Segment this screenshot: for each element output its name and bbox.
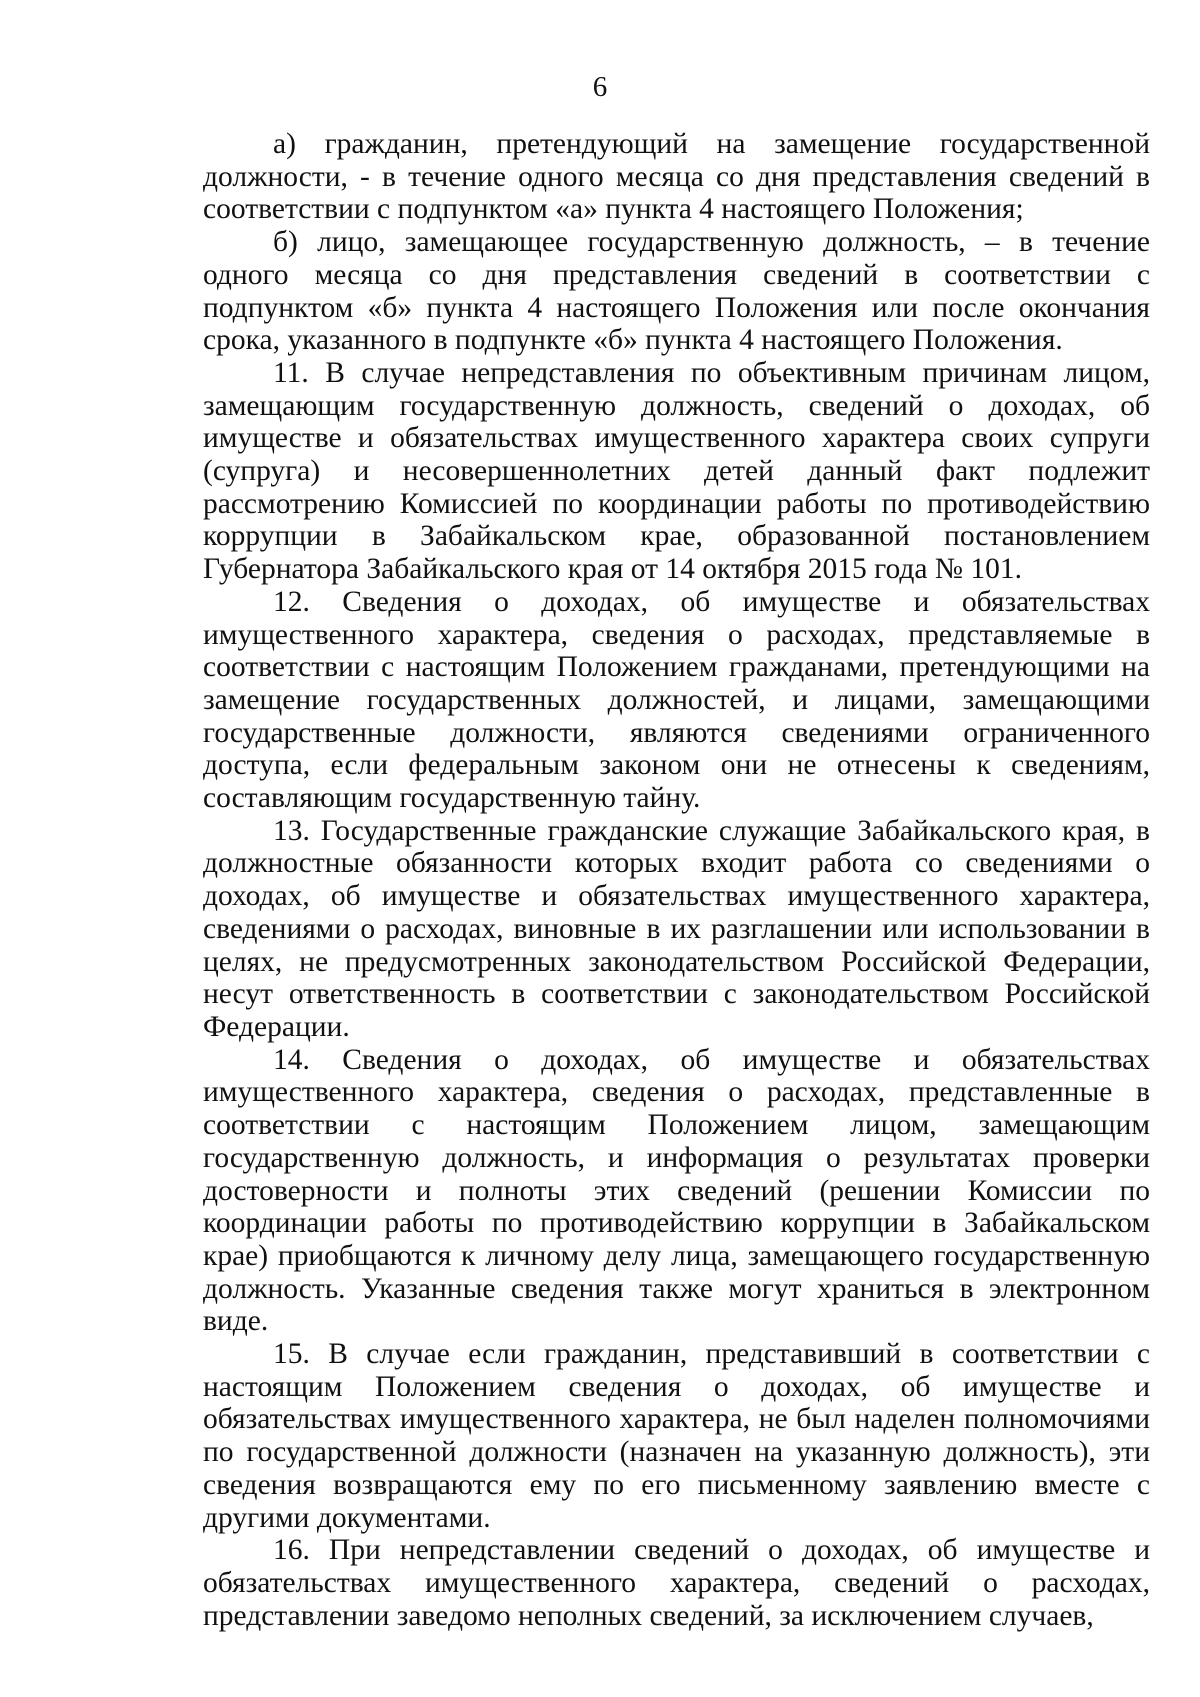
paragraph-15: 15. В случае если гражданин, представивший в соответствии с настоящим Положением сведения о доходах, об имуществе и обязательствах имущественного характера, не был наделен полномочиями по государственной должности (назначен на указанную должность), эти сведения возвращаются ему по его письменному заявлению вместе с другими документами. (203, 1338, 1150, 1534)
paragraph-10b: б) лицо, замещающее государственную должность, – в течение одного месяца со дня представления сведений в соответствии с подпунктом «б» пункта 4 настоящего Положения или после окончания срока, указанного в подпункте «б» пункта 4 настоящего Положения. (203, 226, 1150, 357)
paragraph-10a: а) гражданин, претендующий на замещение государственной должности, - в течение одного месяца со дня представления сведений в соответствии с подпунктом «а» пункта 4 настоящего Положения; (203, 128, 1150, 226)
paragraph-12: 12. Сведения о доходах, об имуществе и обязательствах имущественного характера, сведения о расходах, представляемые в соответствии с настоящим Положением гражданами, претендующими на замещение государственных должностей, и лицами, замещающими государственные должности, являются сведениями ограниченного доступа, если федеральным законом они не отнесены к сведениям, составляющим государственную тайну. (203, 585, 1150, 815)
paragraph-11: 11. В случае непредставления по объективным причинам лицом, замещающим государственную должность, сведений о доходах, об имуществе и обязательствах имущественного характера своих супруги (супруга) и несовершеннолетних детей данный факт подлежит рассмотрению Комиссией по координации работы по противодействию коррупции в Забайкальском крае, образованной постановлением Губернатора Забайкальского края от 14 октября 2015 года № 101. (203, 356, 1150, 586)
page-number: 6 (592, 71, 608, 103)
document-body (203, 128, 1150, 1632)
paragraph-13: 13. Государственные гражданские служащие Забайкальского края, в должностные обязанности которых входит работа со сведениями о доходах, об имуществе и обязательствах имущественного характера, сведениями о расходах, виновные в их разглашении или использовании в целях, не предусмотренных законодательством Российской Федерации, несут ответственность в соответствии с законодательством Российской Федерации. (203, 814, 1150, 1043)
paragraph-14: 14. Сведения о доходах, об имуществе и обязательствах имущественного характера, сведения о расходах, представленные в соответствии с настоящим Положением лицом, замещающим государственную должность, и информация о результатах проверки достоверности и полноты этих сведений (решении Комиссии по координации работы по противодействию коррупции в Забайкальском крае) приобщаются к личному делу лица, замещающего государственную должность. Указанные сведения также могут храниться в электронном виде. (203, 1043, 1150, 1338)
paragraph-16: 16. При непредставлении сведений о доходах, об имуществе и обязательствах имущественного характера, сведений о расходах, представлении заведомо неполных сведений, за исключением случаев, (203, 1534, 1150, 1632)
